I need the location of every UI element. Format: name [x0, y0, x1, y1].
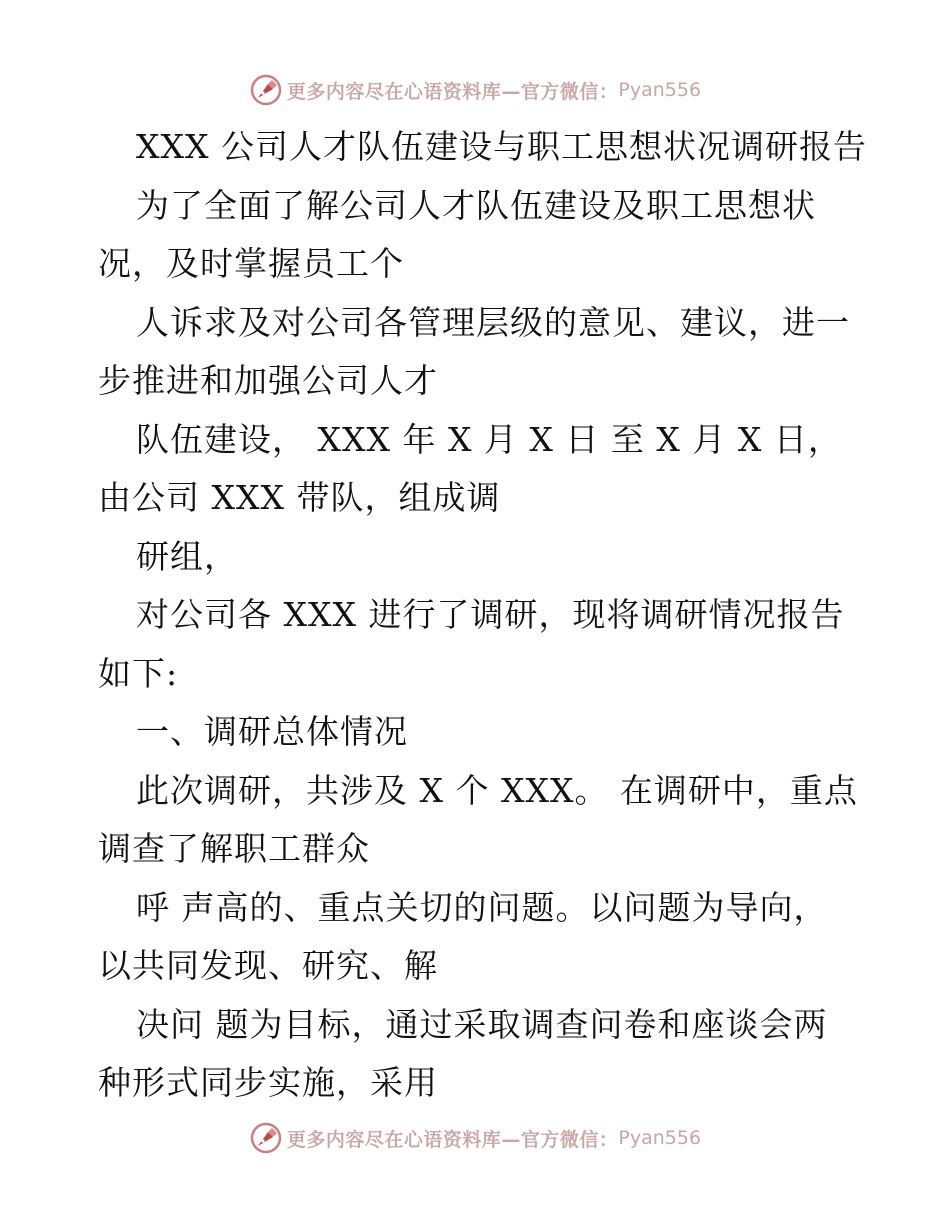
paragraph-line: 呼 声高的、重点关切的问题。以问题为导向，	[136, 887, 828, 927]
document-body	[98, 118, 867, 1113]
paragraph-line: 人诉求及对公司各管理层级的意见、建议，进一	[136, 302, 850, 342]
paragraph-line: 由公司 XXX 带队，组成调	[98, 478, 501, 517]
paragraph-line: 决问 题为目标，通过采取调查问卷和座谈会两	[136, 1004, 828, 1044]
paragraph-line: 队伍建设， XXX 年 X 月 X 日 至 X 月 X 日，	[136, 419, 842, 459]
watermark-wechat-id: Pyan556	[618, 1127, 702, 1149]
header-watermark-banner	[0, 70, 950, 110]
paragraph-line: 研组，	[136, 536, 238, 576]
paragraph-line: 为了全面了解公司人才队伍建设及职工思想状	[136, 185, 816, 225]
watermark-wechat-id: Pyan556	[618, 79, 702, 101]
paragraph-line: 以共同发现、研究、解	[98, 946, 438, 985]
paragraph-line: 对公司各 XXX 进行了调研，现将调研情况报告	[136, 595, 845, 634]
section-heading: 一、调研总体情况	[136, 712, 408, 751]
paragraph-line: 如下:	[98, 653, 179, 693]
paragraph-line: 步推进和加强公司人才	[98, 361, 438, 400]
paragraph-line: 调查了解职工群众	[98, 829, 370, 868]
pen-nib-logo-icon	[249, 73, 283, 107]
document-title: XXX 公司人才队伍建设与职工思想状况调研报告	[136, 127, 867, 166]
paragraph-line: 种形式同步实施，采用	[98, 1063, 438, 1102]
paragraph-line: 况，及时掌握员工个	[98, 244, 404, 283]
footer-watermark-banner	[0, 1118, 950, 1158]
paragraph-line: 此次调研，共涉及 X 个 XXX。 在调研中，重点	[136, 770, 858, 810]
watermark-text: 更多内容尽在心语资料库—官方微信：	[286, 1128, 619, 1151]
pen-nib-logo-icon	[249, 1121, 283, 1155]
watermark-text: 更多内容尽在心语资料库—官方微信：	[286, 80, 619, 103]
